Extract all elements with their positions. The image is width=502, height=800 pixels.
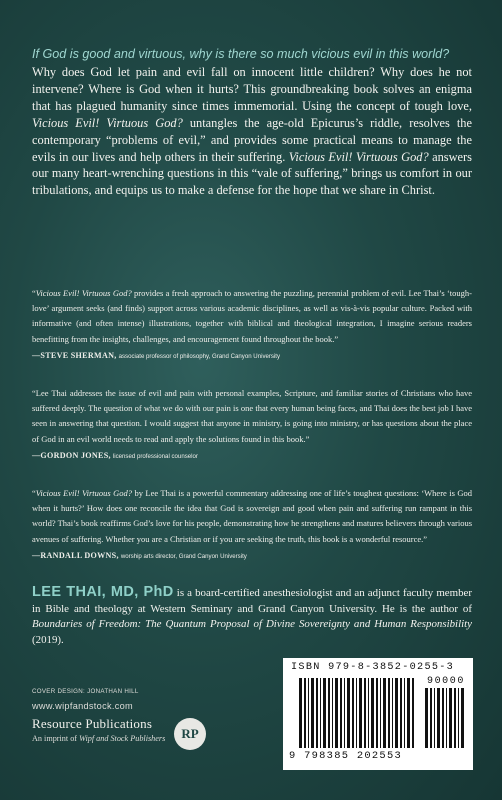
review-open-quote: “ xyxy=(32,488,36,498)
description-part-1: Why does God let pain and evil fall on innocent little children? Why does he not intervene? Where is God when it hurts? This groundbreaking book solves an enigma that has plagued humanity since times immemorial. Using the concept of tough love, xyxy=(32,65,472,113)
publisher-website: www.wipfandstock.com xyxy=(32,701,133,711)
isbn-label: ISBN 979-8-3852-0255-3 xyxy=(291,662,455,673)
price-code: 90000 xyxy=(426,676,465,687)
publisher-name: Resource Publications xyxy=(32,716,153,731)
reviewer-role: licensed professional counselor xyxy=(112,452,198,460)
author-bio-part-1: is a board-certified anesthesiologist and an adjunct faculty member in Bible and theology at Western Seminary and Grand Canyon University. He is the author of xyxy=(32,587,472,615)
review-attribution xyxy=(32,548,472,564)
review-text: provides a fresh approach to answering the puzzling, perennial problem of evil. Lee Thai’s ‘tough-love’ argument seeks (and finds) support across various academic disciplines, as well as vis-à-vis popular culture. Packed with informative (and often intense) illustrations, together with biblical and theological integration, I imagine serious readers benefitting from the insights, challenges, and encouragement found throughout the book.” xyxy=(32,288,472,344)
description-title-1: Vicious Evil! Virtuous God? xyxy=(32,115,183,130)
review-text: by Lee Thai is a powerful commentary addressing one of life’s toughest questions: ‘Where is God when it hurts?’ How does one reconcile the idea that God is sovereign and good when pain and suffering run rampant in this world? Thai’s book reaffirms God’s love for his people, demonstrating how he strengthens and matures believers through various avenues of suffering. Whether you are a Christian or if you are seeking the truth, this book is a wonderful resource.” xyxy=(32,488,472,544)
publisher-block xyxy=(32,716,232,756)
imprint-prefix: An imprint of xyxy=(32,734,80,743)
author-name: LEE THAI, MD, PhD xyxy=(32,584,174,600)
description-part-3: answers our many heart-wrenching questions in this “vale of suffering,” brings us comfort in our tribulations, and equips us to make a defense for the hope that we share in Christ. xyxy=(32,149,473,198)
cover-design-credit: COVER DESIGN: JONATHAN HILL xyxy=(32,688,139,695)
review-title: Vicious Evil! Virtuous God? xyxy=(35,488,133,498)
description-title-2: Vicious Evil! Virtuous God? xyxy=(288,149,429,164)
review-open-quote: “ xyxy=(32,288,36,298)
barcode-number: 9 798385 202553 xyxy=(289,750,403,762)
reviewer-role: worship arts director, Grand Canyon University xyxy=(120,552,247,560)
author-bio-part-2: (2019). xyxy=(32,633,64,646)
review-text: “Lee Thai addresses the issue of evil and pain with personal examples, Scripture, and familiar stories of Christians who have suffered deeply. The question of what we do with our pain is one that every human being faces, and Thai does the best job I have seen in answering that question. I would suggest that anyone in ministry, is going into ministry, or has questions about the place of God in an evil world needs to read and apply the solutions found in this book.” xyxy=(32,388,472,444)
review-downs xyxy=(32,486,472,564)
imprint-name: Wipf and Stock Publishers xyxy=(79,734,166,743)
barcode-main-icon xyxy=(299,678,419,748)
reviewer-name: —STEVE SHERMAN, xyxy=(32,350,117,360)
review-sherman xyxy=(32,286,472,364)
review-attribution xyxy=(32,448,472,464)
review-title: Vicious Evil! Virtuous God? xyxy=(35,288,132,298)
review-jones xyxy=(32,386,472,464)
book-description xyxy=(32,64,472,199)
description-part-2: untangles the age-old Epicurus’s riddle, resolves the contemporary “problems of evil,” and provides some practical means to manage the evils in our lives and help others in their suffering. xyxy=(32,115,473,164)
reviewer-role: associate professor of philosophy, Grand Canyon University xyxy=(118,352,281,360)
review-attribution xyxy=(32,348,472,364)
isbn-barcode xyxy=(283,658,473,770)
reviewer-name: —RANDALL DOWNS, xyxy=(32,550,119,560)
credits xyxy=(32,688,139,711)
hook-question: If God is good and virtuous, why is there so much vicious evil in this world? xyxy=(32,47,450,61)
author-bio xyxy=(32,585,472,648)
author-previous-book: Boundaries of Freedom: The Quantum Proposal of Divine Sovereignty and Human Responsibility xyxy=(32,618,472,630)
reviewer-name: —GORDON JONES, xyxy=(32,450,111,460)
barcode-addon-icon xyxy=(425,688,467,748)
rp-logo-icon: RP xyxy=(174,718,206,750)
